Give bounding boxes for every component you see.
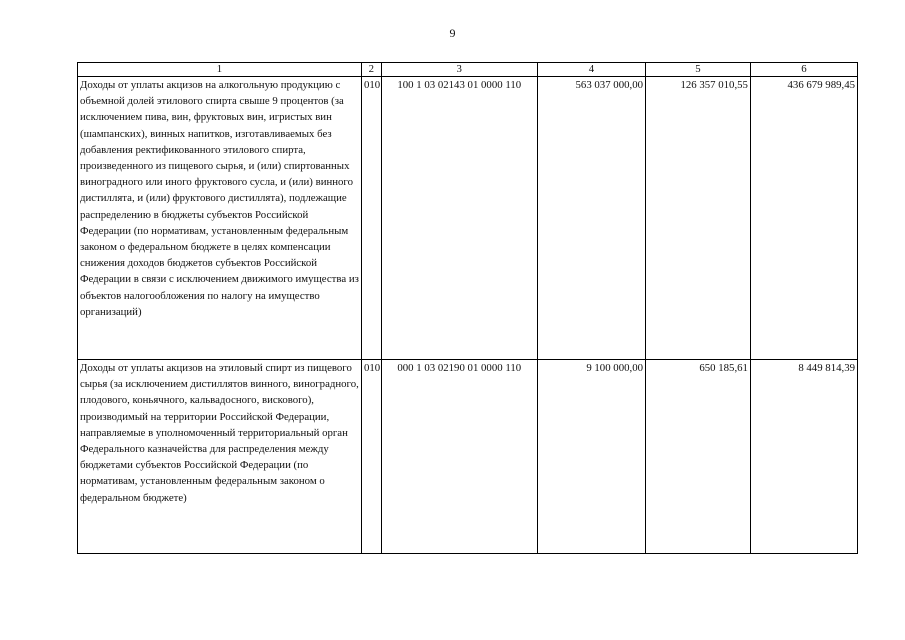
report-table [77,62,858,554]
executed-amount: 650 185,61 [646,360,751,554]
table-row [78,360,858,554]
page-number: 9 [449,26,456,40]
column-header-6: 6 [750,63,857,77]
income-description: Доходы от уплаты акцизов на этиловый спирт из пищевого сырья (за исключением дистиллятов винного, виноградного, плодового, коньячного, кальвадосного, вискового), производимый на территории Российской Федерации, направляемые в уполномоченный территориальный орган Федерального казначейства для распределения между бюджетами субъектов Российской Федерации (по нормативам, установленным федеральным законом о федеральном бюджете) [78,360,362,554]
executed-amount: 126 357 010,55 [646,77,751,360]
table-row [78,77,858,360]
income-classification-code: 000 1 03 02190 01 0000 110 [381,360,537,554]
unexecuted-amount: 436 679 989,45 [750,77,857,360]
column-header-5: 5 [646,63,751,77]
unexecuted-amount: 8 449 814,39 [750,360,857,554]
column-header-2: 2 [362,63,382,77]
line-code: 010 [362,77,382,360]
approved-amount: 9 100 000,00 [537,360,645,554]
income-description [78,77,362,360]
income-classification-code: 100 1 03 02143 01 0000 110 [381,77,537,360]
income-description-text: Доходы от уплаты акцизов на алкогольную продукцию с объемной долей этилового спирта свыше 9 процентов (за исключением пива, вин, фруктовых вин, игристых вин (шампанских), винных напитков, изготавливаемых без добавления ректификованного этилового спирта, произведенного из пищевого сырья, и (или) спиртованных виноградного или иного фруктового сусла, и (или) винного дистиллята, и (или) фруктового дистиллята), подлежащие распределению в бюджеты субъектов Российской Федерации (по нормативам, установленным федеральным законом о федеральном бюджете в целях компенсации снижения доходов бюджетов субъектов Российской Федерации в связи с исключением движимого имущества из объектов налогообложения по налогу на имущество организаций) [80,79,359,318]
column-header-3: 3 [381,63,537,77]
line-code: 010 [362,360,382,554]
table-header-row [78,63,858,77]
column-header-4: 4 [537,63,645,77]
column-header-1: 1 [78,63,362,77]
approved-amount: 563 037 000,00 [537,77,645,360]
